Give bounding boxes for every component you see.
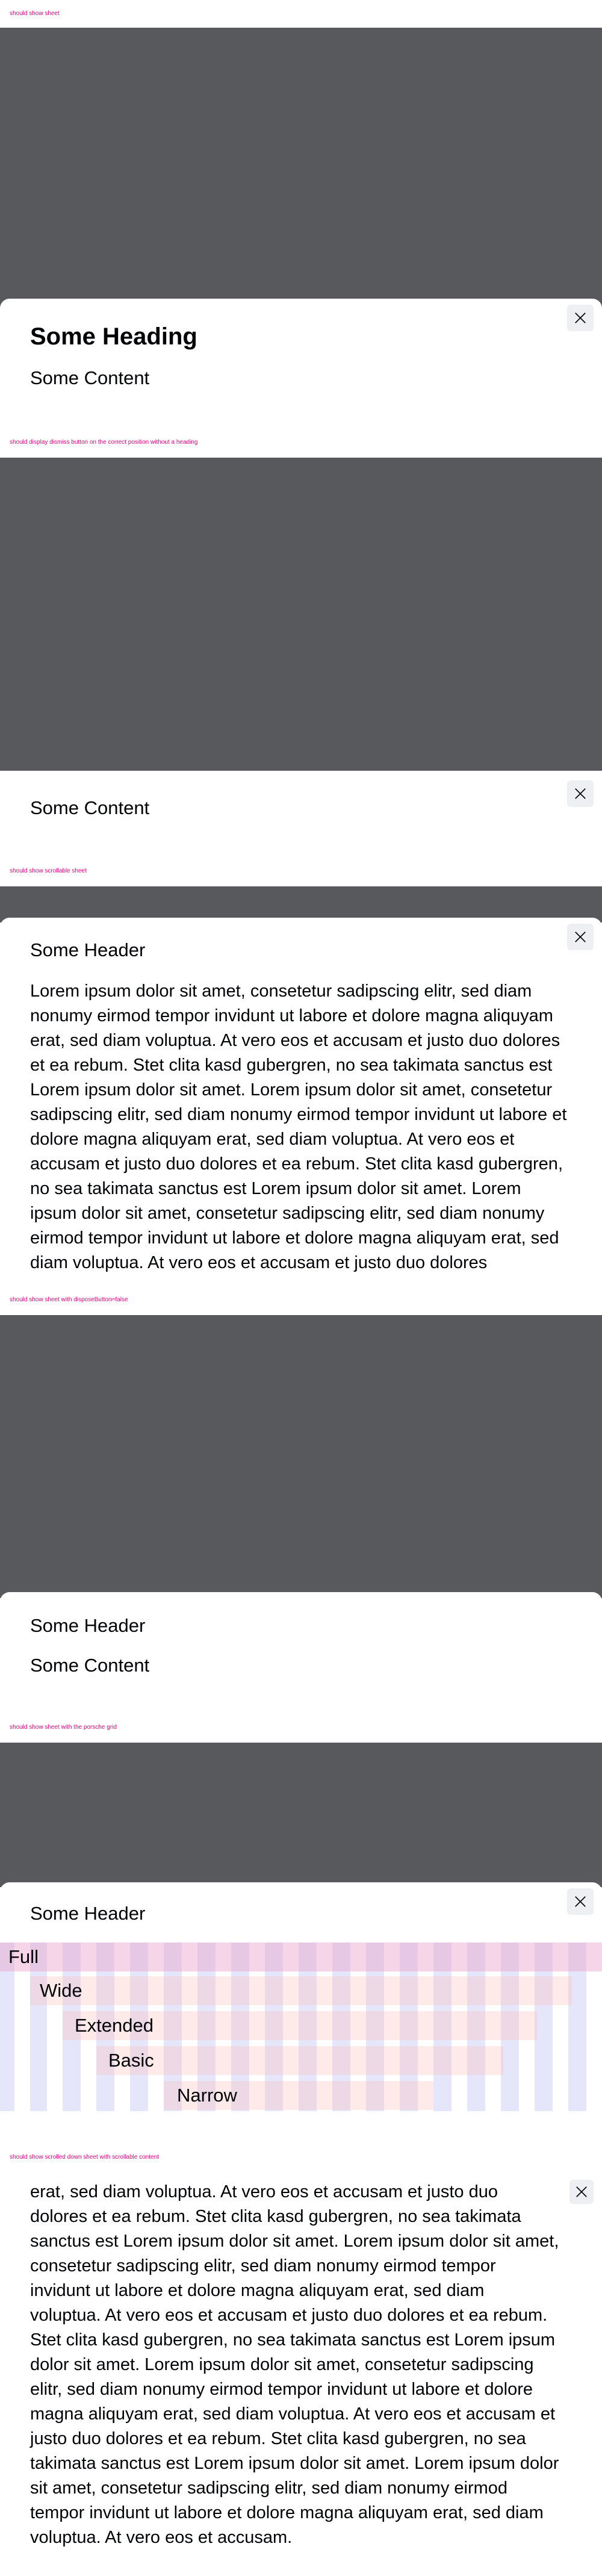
grid-label-narrow: Narrow — [177, 2085, 237, 2106]
sheet-backdrop[interactable] — [0, 1315, 602, 1598]
dismiss-button[interactable] — [567, 1888, 594, 1915]
grid-row-full-fill — [0, 1943, 602, 1971]
example-caption: should show sheet with the porsche grid — [10, 1724, 117, 1731]
sheet — [0, 918, 602, 1273]
dismiss-button[interactable] — [569, 2180, 594, 2204]
close-icon — [575, 2185, 588, 2198]
grid-row-wide — [30, 1976, 572, 2005]
sheet-content: Some Content — [30, 797, 150, 818]
sheet — [0, 1882, 602, 2111]
sheet — [0, 299, 602, 456]
example-caption: should show sheet with disposeButton=false — [10, 1296, 128, 1303]
sheet-header: Some Header — [30, 1903, 146, 1924]
example-caption: should show scrollable sheet — [10, 868, 87, 874]
sheet-backdrop[interactable] — [0, 1743, 602, 1887]
dismiss-button[interactable] — [567, 924, 594, 950]
sheet-content: Some Content — [30, 367, 150, 388]
sheet-backdrop[interactable] — [0, 886, 602, 922]
sheet-backdrop[interactable] — [0, 28, 602, 311]
sheet-header: Some Header — [30, 1615, 146, 1636]
grid-label-extended: Extended — [75, 2015, 154, 2036]
close-icon — [574, 930, 587, 944]
example-caption: should show scrolled down sheet with scrollable content — [10, 2154, 159, 2161]
sheet — [0, 2173, 602, 2576]
grid-row-basic — [96, 2046, 503, 2075]
dismiss-button[interactable] — [567, 305, 594, 331]
sheet — [0, 774, 602, 877]
close-icon — [574, 1895, 587, 1908]
example-caption: should display dismiss button on the correct position without a heading — [10, 439, 198, 446]
dismiss-button[interactable] — [567, 780, 594, 807]
sheet-content: Some Content — [30, 1655, 150, 1676]
sheet-backdrop[interactable] — [0, 458, 602, 771]
sheet-header: Some Header — [30, 939, 146, 960]
sheet-scroll-content[interactable]: erat, sed diam voluptua. At vero eos et accusam et justo duo dolores et ea rebum. Stet clita kasd gubergren, no sea takimata sanctus est Lorem ipsum dolor sit amet. Lorem ipsum dolor sit amet, consetetur sadipscing elitr, sed diam nonumy eirmod tempor invidunt ut labore et dolore magna aliquyam erat, sed diam voluptua. At vero eos et accusam et justo duo dolores et ea rebum. Stet clita kasd gubergren, no sea takimata sanctus est Lorem ipsum dolor sit amet. Lorem ipsum dolor sit amet, consetetur sadipscing elitr, sed diam nonumy eirmod tempor invidunt ut labore et dolore magna aliquyam erat, sed diam voluptua. At vero eos et accusam et justo duo dolores et ea rebum. Stet clita kasd gubergren, no sea takimata sanctus est Lorem ipsum dolor sit amet. Lorem ipsum dolor sit amet, consetetur sadipscing elitr, sed diam nonumy eirmod tempor invidunt ut labore et dolore magna aliquyam erat, sed diam voluptua. At vero eos et accusam. — [30, 2182, 559, 2547]
sheet-scroll-content[interactable]: Lorem ipsum dolor sit amet, consetetur sadipscing elitr, sed diam nonumy eirmod tempor invidunt ut labore et dolore magna aliquyam erat, sed diam voluptua. At vero eos et accusam et justo duo dolores et ea rebum. Stet clita kasd gubergren, no sea takimata sanctus est Lorem ipsum dolor sit amet. Lorem ipsum dolor sit amet, consetetur sadipscing elitr, sed diam nonumy eirmod tempor invidunt ut labore et dolore magna aliquyam erat, sed diam voluptua. At vero eos et accusam et justo duo dolores et ea rebum. Stet clita kasd gubergren, no sea takimata sanctus est Lorem ipsum dolor sit amet. Lorem ipsum dolor sit amet, consetetur sadipscing elitr, sed diam nonumy eirmod tempor invidunt ut labore et dolore magna aliquyam erat, sed diam voluptua. At vero eos et accusam et justo duo dolores — [30, 982, 567, 1272]
porsche-grid — [0, 1943, 602, 2111]
sheet-heading: Some Heading — [30, 323, 197, 350]
grid-label-wide: Wide — [40, 1980, 82, 2001]
example-caption: should show sheet — [10, 10, 60, 17]
grid-label-basic: Basic — [108, 2050, 154, 2071]
close-icon — [574, 311, 587, 325]
close-icon — [574, 787, 587, 800]
grid-label-full: Full — [8, 1946, 39, 1967]
sheet — [0, 1592, 602, 1740]
